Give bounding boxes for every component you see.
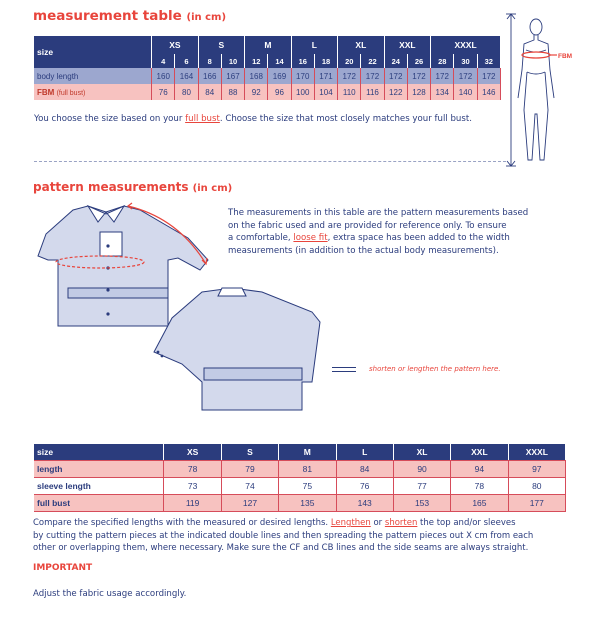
table-cell: 169	[268, 68, 291, 84]
table-cell: 134	[431, 84, 454, 100]
fbm-row	[34, 84, 501, 100]
table-cell: 79	[221, 461, 278, 478]
desc-text: a comfortable,	[228, 233, 294, 243]
eu-size: 8	[198, 54, 221, 68]
adjust-note: Adjust the fabric usage accordingly.	[33, 589, 187, 599]
table-cell: 73	[164, 478, 221, 495]
table-cell: 165	[451, 495, 508, 512]
table-cell: 97	[508, 461, 565, 478]
pattern-size-xxxl: XXXL	[508, 444, 565, 461]
shorten-lengthen-note: shorten or lengthen the pattern here.	[369, 365, 501, 373]
important-heading: IMPORTANT	[33, 563, 93, 573]
pattern-size-l: L	[336, 444, 393, 461]
table-cell: 75	[279, 478, 336, 495]
pattern-table	[34, 444, 566, 512]
table-cell: 170	[291, 68, 314, 84]
compare-text: Compare the specified lengths with the measured or desired lengths.	[33, 518, 331, 528]
compare-line: other or overlapping them, where necessary. Make sure the CF and CB lines and the side seams are always straight.	[33, 543, 529, 553]
table-cell: 164	[175, 68, 198, 84]
desc-line: The measurements in this table are the pattern measurements based	[228, 208, 529, 218]
size-s: S	[198, 36, 245, 54]
size-xl: XL	[338, 36, 385, 54]
table-cell: 104	[314, 84, 337, 100]
pattern-size-xs: XS	[164, 444, 221, 461]
table-cell: 172	[384, 68, 407, 84]
table-cell: 160	[152, 68, 175, 84]
compare-paragraph	[33, 517, 533, 555]
fbm-label	[34, 84, 152, 100]
loose-fit-link[interactable]: loose fit	[293, 233, 328, 243]
table-cell: 78	[164, 461, 221, 478]
body-length-row	[34, 68, 501, 84]
measurement-table	[34, 36, 501, 100]
eu-size: 14	[268, 54, 291, 68]
table-cell: 110	[338, 84, 361, 100]
table-cell: 84	[336, 461, 393, 478]
eu-size: 20	[338, 54, 361, 68]
table-cell: 140	[454, 84, 477, 100]
fbm-label-small: (full bust)	[56, 89, 86, 97]
sleeve-length-row	[34, 478, 566, 495]
eu-size: 28	[431, 54, 454, 68]
table-cell: 116	[361, 84, 384, 100]
eu-size: 32	[477, 54, 500, 68]
pattern-size-xxl: XXL	[451, 444, 508, 461]
table-cell: 177	[508, 495, 565, 512]
full-bust-row	[34, 495, 566, 512]
compare-line	[33, 517, 533, 530]
shorten-link[interactable]: shorten	[384, 518, 418, 528]
size-xxxl: XXXL	[431, 36, 501, 54]
size-note	[34, 113, 472, 126]
compare-line: by cutting the pattern pieces at the indicated double lines and then spreading the pattern pieces out X cm from each	[33, 530, 534, 541]
sleeve-length-label: sleeve length	[34, 478, 164, 495]
eu-size: 26	[407, 54, 430, 68]
pattern-measurements-title	[33, 180, 232, 194]
size-note-text-end: . Choose the size that most closely matches your full bust.	[219, 114, 472, 124]
double-line-icon	[332, 366, 356, 374]
table-cell: 74	[221, 478, 278, 495]
full-bust-label: full bust	[34, 495, 164, 512]
section-divider	[34, 161, 506, 162]
measurement-table-title	[33, 8, 226, 24]
table-cell: 90	[393, 461, 450, 478]
desc-text: , extra space has been added to the width	[327, 233, 510, 243]
size-xs: XS	[152, 36, 199, 54]
table-cell: 135	[279, 495, 336, 512]
size-note-text: You choose the size based on your	[34, 114, 186, 124]
size-l: L	[291, 36, 338, 54]
eu-size: 22	[361, 54, 384, 68]
pattern-size-s: S	[221, 444, 278, 461]
table-cell: 146	[477, 84, 500, 100]
table-cell: 77	[393, 478, 450, 495]
lengthen-link[interactable]: Lengthen	[330, 518, 371, 528]
pattern-description	[228, 207, 528, 257]
title-text: pattern measurements	[33, 180, 189, 194]
table-cell: 80	[175, 84, 198, 100]
table-cell: 81	[279, 461, 336, 478]
table-cell: 88	[221, 84, 244, 100]
size-m: M	[245, 36, 292, 54]
size-header-row	[34, 36, 501, 54]
table-cell: 166	[198, 68, 221, 84]
eu-size: 6	[175, 54, 198, 68]
table-cell: 172	[361, 68, 384, 84]
desc-line: measurements (in addition to the actual body measurements).	[228, 245, 499, 256]
table-cell: 76	[336, 478, 393, 495]
pattern-size-xl: XL	[393, 444, 450, 461]
table-cell: 167	[221, 68, 244, 84]
garment-back-illustration	[142, 282, 332, 412]
body-figure	[500, 10, 600, 170]
table-cell: 80	[508, 478, 565, 495]
compare-text: or	[370, 518, 385, 528]
table-cell: 127	[221, 495, 278, 512]
table-cell: 172	[407, 68, 430, 84]
full-bust-link[interactable]: full bust	[185, 114, 220, 124]
table-cell: 96	[268, 84, 291, 100]
eu-size: 24	[384, 54, 407, 68]
body-length-label: body length	[34, 68, 152, 84]
compare-text: the top and/or sleeves	[417, 518, 516, 528]
title-text: measurement table	[33, 8, 182, 24]
table-cell: 94	[451, 461, 508, 478]
table-cell: 122	[384, 84, 407, 100]
desc-line: on the fabric used and are provided for reference only. To ensure	[228, 220, 507, 231]
table-cell: 172	[431, 68, 454, 84]
title-unit: (in cm)	[186, 12, 227, 23]
table-cell: 172	[477, 68, 500, 84]
fbm-figure-label: FBM	[558, 53, 573, 60]
pattern-size-label: size	[34, 444, 164, 461]
eu-size: 10	[221, 54, 244, 68]
pattern-header-row	[34, 444, 566, 461]
table-cell: 168	[245, 68, 268, 84]
eu-size: 4	[152, 54, 175, 68]
fbm-label-bold: FBM	[37, 87, 55, 97]
pattern-size-m: M	[279, 444, 336, 461]
eu-size: 18	[314, 54, 337, 68]
table-cell: 76	[152, 84, 175, 100]
desc-line	[228, 232, 528, 245]
table-cell: 92	[245, 84, 268, 100]
table-cell: 143	[336, 495, 393, 512]
table-cell: 153	[393, 495, 450, 512]
table-cell: 78	[451, 478, 508, 495]
length-row	[34, 461, 566, 478]
table-cell: 119	[164, 495, 221, 512]
table-cell: 84	[198, 84, 221, 100]
table-cell: 100	[291, 84, 314, 100]
size-xxl: XXL	[384, 36, 431, 54]
table-cell: 128	[407, 84, 430, 100]
eu-size: 30	[454, 54, 477, 68]
length-label: length	[34, 461, 164, 478]
eu-size: 12	[245, 54, 268, 68]
eu-size: 16	[291, 54, 314, 68]
size-label: size	[34, 36, 152, 68]
table-cell: 171	[314, 68, 337, 84]
table-cell: 172	[338, 68, 361, 84]
title-unit: (in cm)	[192, 183, 233, 194]
table-cell: 172	[454, 68, 477, 84]
